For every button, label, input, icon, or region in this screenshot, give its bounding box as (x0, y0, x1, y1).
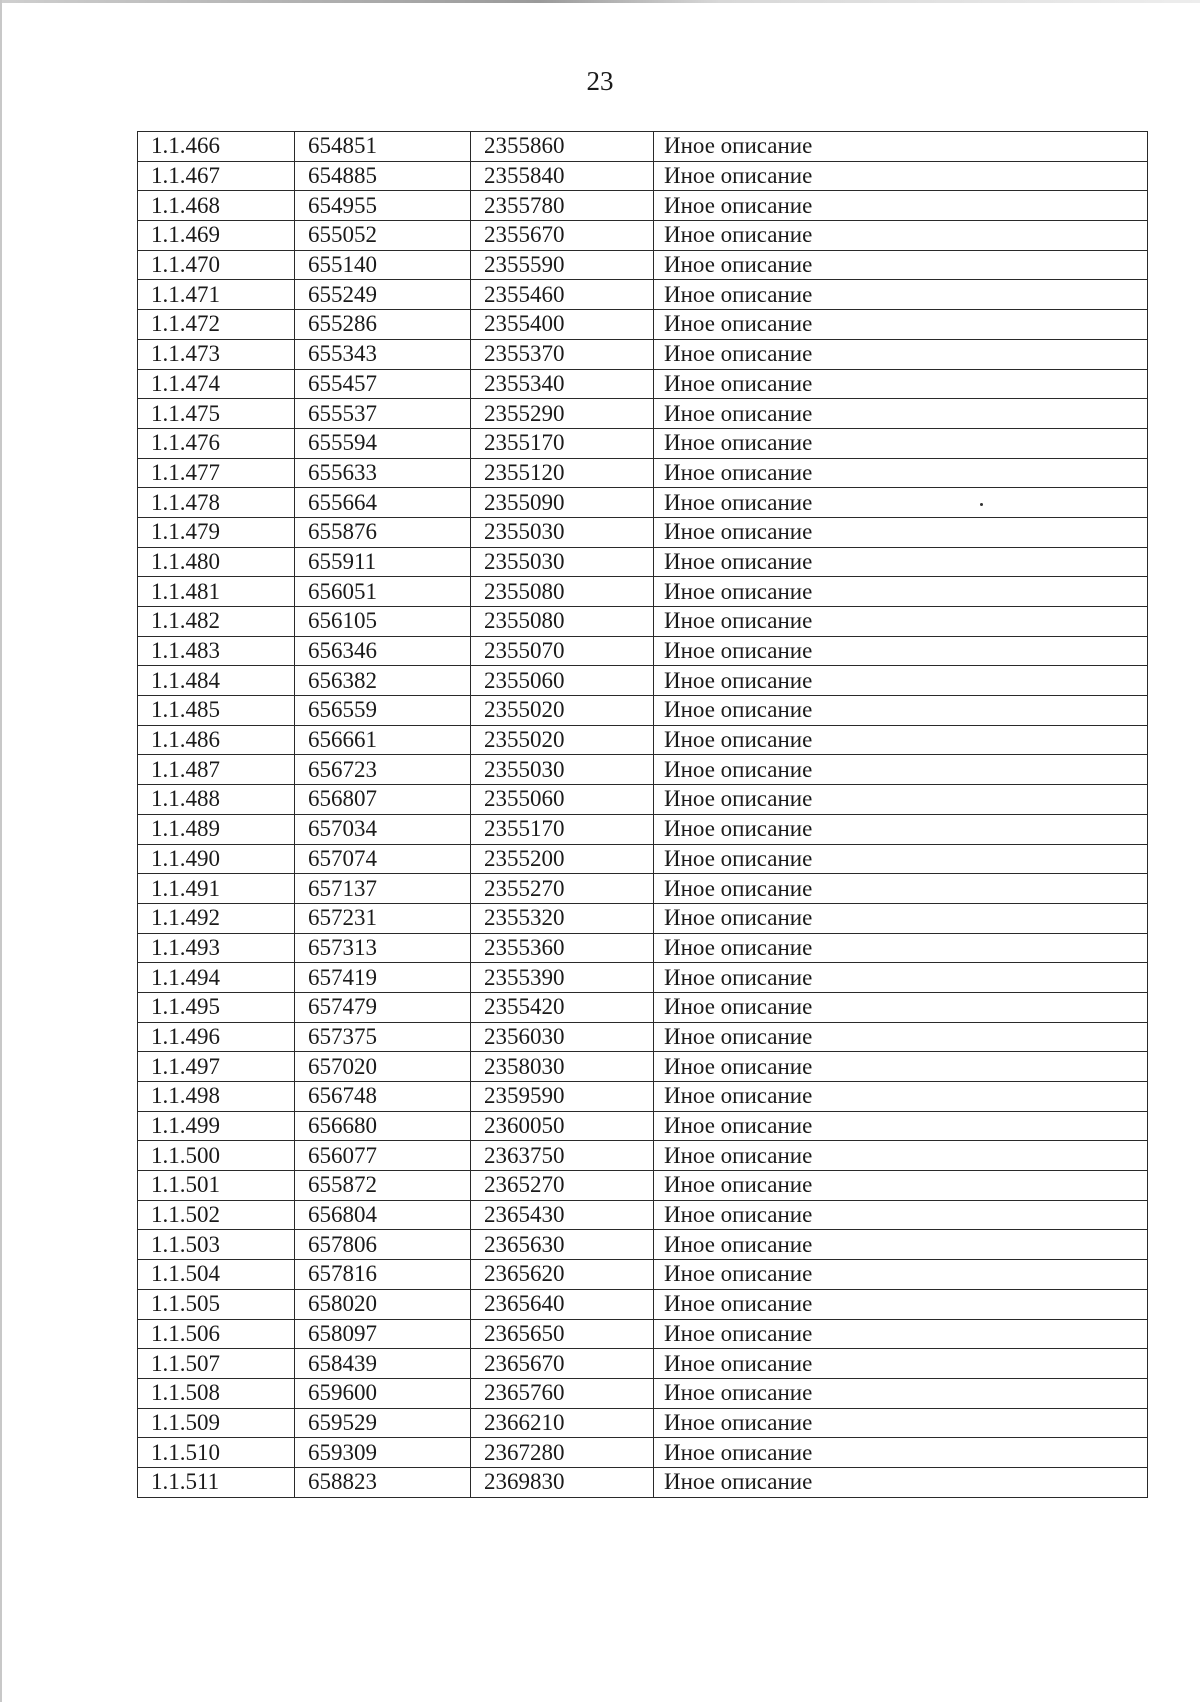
description-cell: Иное описание (654, 636, 1148, 666)
y-coordinate-cell: 2365760 (471, 1378, 654, 1408)
y-coordinate-cell: 2355090 (471, 488, 654, 518)
y-coordinate-cell: 2358030 (471, 1052, 654, 1082)
x-coordinate-cell: 656382 (295, 666, 471, 696)
x-coordinate-cell: 659529 (295, 1408, 471, 1438)
point-number-cell: 1.1.480 (138, 547, 295, 577)
table-row (138, 666, 1148, 696)
y-coordinate-cell: 2355170 (471, 428, 654, 458)
y-coordinate-cell: 2355360 (471, 933, 654, 963)
x-coordinate-cell: 657479 (295, 992, 471, 1022)
x-coordinate-cell: 658823 (295, 1467, 471, 1497)
description-cell: Иное описание (654, 1467, 1148, 1497)
scan-edge-left (0, 0, 2, 1702)
coordinates-table-body (138, 132, 1148, 1498)
y-coordinate-cell: 2355420 (471, 992, 654, 1022)
point-number-cell: 1.1.471 (138, 280, 295, 310)
table-row (138, 191, 1148, 221)
y-coordinate-cell: 2355590 (471, 250, 654, 280)
x-coordinate-cell: 655876 (295, 517, 471, 547)
description-cell: Иное описание (654, 1200, 1148, 1230)
table-row (138, 1467, 1148, 1497)
point-number-cell: 1.1.511 (138, 1467, 295, 1497)
x-coordinate-cell: 657137 (295, 874, 471, 904)
table-row (138, 903, 1148, 933)
y-coordinate-cell: 2366210 (471, 1408, 654, 1438)
table-row (138, 785, 1148, 815)
table-row (138, 428, 1148, 458)
table-row (138, 933, 1148, 963)
point-number-cell: 1.1.487 (138, 755, 295, 785)
description-cell: Иное описание (654, 399, 1148, 429)
x-coordinate-cell: 655343 (295, 339, 471, 369)
table-row (138, 310, 1148, 340)
x-coordinate-cell: 655286 (295, 310, 471, 340)
point-number-cell: 1.1.483 (138, 636, 295, 666)
point-number-cell: 1.1.473 (138, 339, 295, 369)
x-coordinate-cell: 656748 (295, 1082, 471, 1112)
y-coordinate-cell: 2360050 (471, 1111, 654, 1141)
y-coordinate-cell: 2365670 (471, 1349, 654, 1379)
point-number-cell: 1.1.476 (138, 428, 295, 458)
description-cell: Иное описание (654, 132, 1148, 162)
page-number: 23 (586, 66, 614, 96)
table-row (138, 1022, 1148, 1052)
point-number-cell: 1.1.486 (138, 725, 295, 755)
x-coordinate-cell: 655457 (295, 369, 471, 399)
point-number-cell: 1.1.466 (138, 132, 295, 162)
x-coordinate-cell: 656346 (295, 636, 471, 666)
y-coordinate-cell: 2355170 (471, 814, 654, 844)
x-coordinate-cell: 655537 (295, 399, 471, 429)
y-coordinate-cell: 2365270 (471, 1171, 654, 1201)
point-number-cell: 1.1.498 (138, 1082, 295, 1112)
description-cell: Иное описание (654, 221, 1148, 251)
table-row (138, 1349, 1148, 1379)
description-cell: Иное описание (654, 844, 1148, 874)
description-cell: Иное описание (654, 547, 1148, 577)
description-cell: Иное описание (654, 1141, 1148, 1171)
x-coordinate-cell: 656105 (295, 607, 471, 637)
table-row (138, 517, 1148, 547)
x-coordinate-cell: 655249 (295, 280, 471, 310)
description-cell: Иное описание (654, 161, 1148, 191)
table-row (138, 1141, 1148, 1171)
x-coordinate-cell: 654955 (295, 191, 471, 221)
description-cell: Иное описание (654, 517, 1148, 547)
description-cell: Иное описание (654, 250, 1148, 280)
y-coordinate-cell: 2355670 (471, 221, 654, 251)
y-coordinate-cell: 2355020 (471, 725, 654, 755)
x-coordinate-cell: 655594 (295, 428, 471, 458)
y-coordinate-cell: 2365620 (471, 1260, 654, 1290)
description-cell: Иное описание (654, 1349, 1148, 1379)
description-cell: Иное описание (654, 1378, 1148, 1408)
point-number-cell: 1.1.478 (138, 488, 295, 518)
y-coordinate-cell: 2355070 (471, 636, 654, 666)
table-row (138, 577, 1148, 607)
point-number-cell: 1.1.489 (138, 814, 295, 844)
description-cell: Иное описание (654, 1260, 1148, 1290)
y-coordinate-cell: 2355080 (471, 607, 654, 637)
x-coordinate-cell: 655911 (295, 547, 471, 577)
description-cell: Иное описание (654, 755, 1148, 785)
y-coordinate-cell: 2369830 (471, 1467, 654, 1497)
y-coordinate-cell: 2355030 (471, 755, 654, 785)
point-number-cell: 1.1.494 (138, 963, 295, 993)
table-row (138, 250, 1148, 280)
coordinates-table (137, 131, 1148, 1498)
y-coordinate-cell: 2365640 (471, 1289, 654, 1319)
x-coordinate-cell: 659309 (295, 1438, 471, 1468)
table-row (138, 1230, 1148, 1260)
point-number-cell: 1.1.491 (138, 874, 295, 904)
table-row (138, 1200, 1148, 1230)
y-coordinate-cell: 2355400 (471, 310, 654, 340)
y-coordinate-cell: 2355840 (471, 161, 654, 191)
point-number-cell: 1.1.479 (138, 517, 295, 547)
x-coordinate-cell: 658439 (295, 1349, 471, 1379)
description-cell: Иное описание (654, 607, 1148, 637)
x-coordinate-cell: 654885 (295, 161, 471, 191)
x-coordinate-cell: 659600 (295, 1378, 471, 1408)
table-row (138, 874, 1148, 904)
description-cell: Иное описание (654, 1052, 1148, 1082)
description-cell: Иное описание (654, 666, 1148, 696)
table-row (138, 607, 1148, 637)
y-coordinate-cell: 2355780 (471, 191, 654, 221)
x-coordinate-cell: 655872 (295, 1171, 471, 1201)
y-coordinate-cell: 2355290 (471, 399, 654, 429)
x-coordinate-cell: 655664 (295, 488, 471, 518)
y-coordinate-cell: 2363750 (471, 1141, 654, 1171)
description-cell: Иное описание (654, 992, 1148, 1022)
y-coordinate-cell: 2355390 (471, 963, 654, 993)
x-coordinate-cell: 657020 (295, 1052, 471, 1082)
y-coordinate-cell: 2355060 (471, 785, 654, 815)
point-number-cell: 1.1.470 (138, 250, 295, 280)
table-row (138, 725, 1148, 755)
description-cell: Иное описание (654, 1022, 1148, 1052)
table-row (138, 1378, 1148, 1408)
description-cell: Иное описание (654, 1082, 1148, 1112)
y-coordinate-cell: 2355030 (471, 547, 654, 577)
description-cell: Иное описание (654, 874, 1148, 904)
x-coordinate-cell: 656051 (295, 577, 471, 607)
description-cell: Иное описание (654, 428, 1148, 458)
x-coordinate-cell: 656680 (295, 1111, 471, 1141)
table-row (138, 992, 1148, 1022)
table-row (138, 132, 1148, 162)
table-row (138, 280, 1148, 310)
table-row (138, 369, 1148, 399)
point-number-cell: 1.1.481 (138, 577, 295, 607)
description-cell: Иное описание (654, 785, 1148, 815)
table-row (138, 1260, 1148, 1290)
x-coordinate-cell: 657419 (295, 963, 471, 993)
description-cell: Иное описание (654, 903, 1148, 933)
point-number-cell: 1.1.493 (138, 933, 295, 963)
table-row (138, 1052, 1148, 1082)
x-coordinate-cell: 656723 (295, 755, 471, 785)
point-number-cell: 1.1.492 (138, 903, 295, 933)
description-cell: Иное описание (654, 191, 1148, 221)
table-row (138, 1289, 1148, 1319)
description-cell: Иное описание (654, 458, 1148, 488)
y-coordinate-cell: 2355460 (471, 280, 654, 310)
table-row (138, 1082, 1148, 1112)
point-number-cell: 1.1.510 (138, 1438, 295, 1468)
point-number-cell: 1.1.500 (138, 1141, 295, 1171)
y-coordinate-cell: 2355320 (471, 903, 654, 933)
y-coordinate-cell: 2355030 (471, 517, 654, 547)
description-cell: Иное описание (654, 696, 1148, 726)
y-coordinate-cell: 2355020 (471, 696, 654, 726)
point-number-cell: 1.1.501 (138, 1171, 295, 1201)
point-number-cell: 1.1.506 (138, 1319, 295, 1349)
x-coordinate-cell: 657231 (295, 903, 471, 933)
description-cell: Иное описание (654, 577, 1148, 607)
x-coordinate-cell: 658097 (295, 1319, 471, 1349)
description-cell: Иное описание (654, 1230, 1148, 1260)
y-coordinate-cell: 2355370 (471, 339, 654, 369)
x-coordinate-cell: 654851 (295, 132, 471, 162)
point-number-cell: 1.1.508 (138, 1378, 295, 1408)
description-cell: Иное описание (654, 1111, 1148, 1141)
x-coordinate-cell: 656804 (295, 1200, 471, 1230)
description-cell: Иное описание (654, 488, 1148, 518)
description-cell: Иное описание (654, 725, 1148, 755)
table-row (138, 844, 1148, 874)
x-coordinate-cell: 656077 (295, 1141, 471, 1171)
table-row (138, 696, 1148, 726)
description-cell: Иное описание (654, 1438, 1148, 1468)
point-number-cell: 1.1.495 (138, 992, 295, 1022)
description-cell: Иное описание (654, 1289, 1148, 1319)
y-coordinate-cell: 2355860 (471, 132, 654, 162)
point-number-cell: 1.1.503 (138, 1230, 295, 1260)
point-number-cell: 1.1.482 (138, 607, 295, 637)
point-number-cell: 1.1.509 (138, 1408, 295, 1438)
x-coordinate-cell: 657806 (295, 1230, 471, 1260)
point-number-cell: 1.1.472 (138, 310, 295, 340)
table-row (138, 1111, 1148, 1141)
scan-speck (980, 503, 983, 506)
table-row (138, 458, 1148, 488)
y-coordinate-cell: 2356030 (471, 1022, 654, 1052)
table-row (138, 488, 1148, 518)
x-coordinate-cell: 656807 (295, 785, 471, 815)
point-number-cell: 1.1.490 (138, 844, 295, 874)
table-row (138, 221, 1148, 251)
x-coordinate-cell: 658020 (295, 1289, 471, 1319)
y-coordinate-cell: 2365430 (471, 1200, 654, 1230)
table-row (138, 1438, 1148, 1468)
x-coordinate-cell: 655052 (295, 221, 471, 251)
table-row (138, 339, 1148, 369)
point-number-cell: 1.1.499 (138, 1111, 295, 1141)
y-coordinate-cell: 2355340 (471, 369, 654, 399)
point-number-cell: 1.1.504 (138, 1260, 295, 1290)
y-coordinate-cell: 2355270 (471, 874, 654, 904)
description-cell: Иное описание (654, 963, 1148, 993)
scan-edge-top (0, 0, 1200, 3)
point-number-cell: 1.1.485 (138, 696, 295, 726)
point-number-cell: 1.1.467 (138, 161, 295, 191)
table-row (138, 636, 1148, 666)
description-cell: Иное описание (654, 933, 1148, 963)
x-coordinate-cell: 656661 (295, 725, 471, 755)
y-coordinate-cell: 2367280 (471, 1438, 654, 1468)
table-row (138, 963, 1148, 993)
point-number-cell: 1.1.484 (138, 666, 295, 696)
table-row (138, 755, 1148, 785)
point-number-cell: 1.1.477 (138, 458, 295, 488)
point-number-cell: 1.1.475 (138, 399, 295, 429)
x-coordinate-cell: 657375 (295, 1022, 471, 1052)
x-coordinate-cell: 657816 (295, 1260, 471, 1290)
y-coordinate-cell: 2355080 (471, 577, 654, 607)
table-row (138, 161, 1148, 191)
table-row (138, 399, 1148, 429)
point-number-cell: 1.1.468 (138, 191, 295, 221)
x-coordinate-cell: 655633 (295, 458, 471, 488)
y-coordinate-cell: 2365650 (471, 1319, 654, 1349)
x-coordinate-cell: 657074 (295, 844, 471, 874)
description-cell: Иное описание (654, 814, 1148, 844)
point-number-cell: 1.1.474 (138, 369, 295, 399)
y-coordinate-cell: 2359590 (471, 1082, 654, 1112)
point-number-cell: 1.1.496 (138, 1022, 295, 1052)
point-number-cell: 1.1.505 (138, 1289, 295, 1319)
table-row (138, 1408, 1148, 1438)
point-number-cell: 1.1.469 (138, 221, 295, 251)
description-cell: Иное описание (654, 310, 1148, 340)
y-coordinate-cell: 2355060 (471, 666, 654, 696)
point-number-cell: 1.1.497 (138, 1052, 295, 1082)
y-coordinate-cell: 2365630 (471, 1230, 654, 1260)
description-cell: Иное описание (654, 339, 1148, 369)
table-row (138, 814, 1148, 844)
description-cell: Иное описание (654, 280, 1148, 310)
description-cell: Иное описание (654, 369, 1148, 399)
y-coordinate-cell: 2355120 (471, 458, 654, 488)
description-cell: Иное описание (654, 1408, 1148, 1438)
y-coordinate-cell: 2355200 (471, 844, 654, 874)
point-number-cell: 1.1.502 (138, 1200, 295, 1230)
table-row (138, 547, 1148, 577)
x-coordinate-cell: 656559 (295, 696, 471, 726)
table-row (138, 1319, 1148, 1349)
description-cell: Иное описание (654, 1319, 1148, 1349)
x-coordinate-cell: 657313 (295, 933, 471, 963)
table-row (138, 1171, 1148, 1201)
point-number-cell: 1.1.507 (138, 1349, 295, 1379)
description-cell: Иное описание (654, 1171, 1148, 1201)
x-coordinate-cell: 655140 (295, 250, 471, 280)
x-coordinate-cell: 657034 (295, 814, 471, 844)
point-number-cell: 1.1.488 (138, 785, 295, 815)
